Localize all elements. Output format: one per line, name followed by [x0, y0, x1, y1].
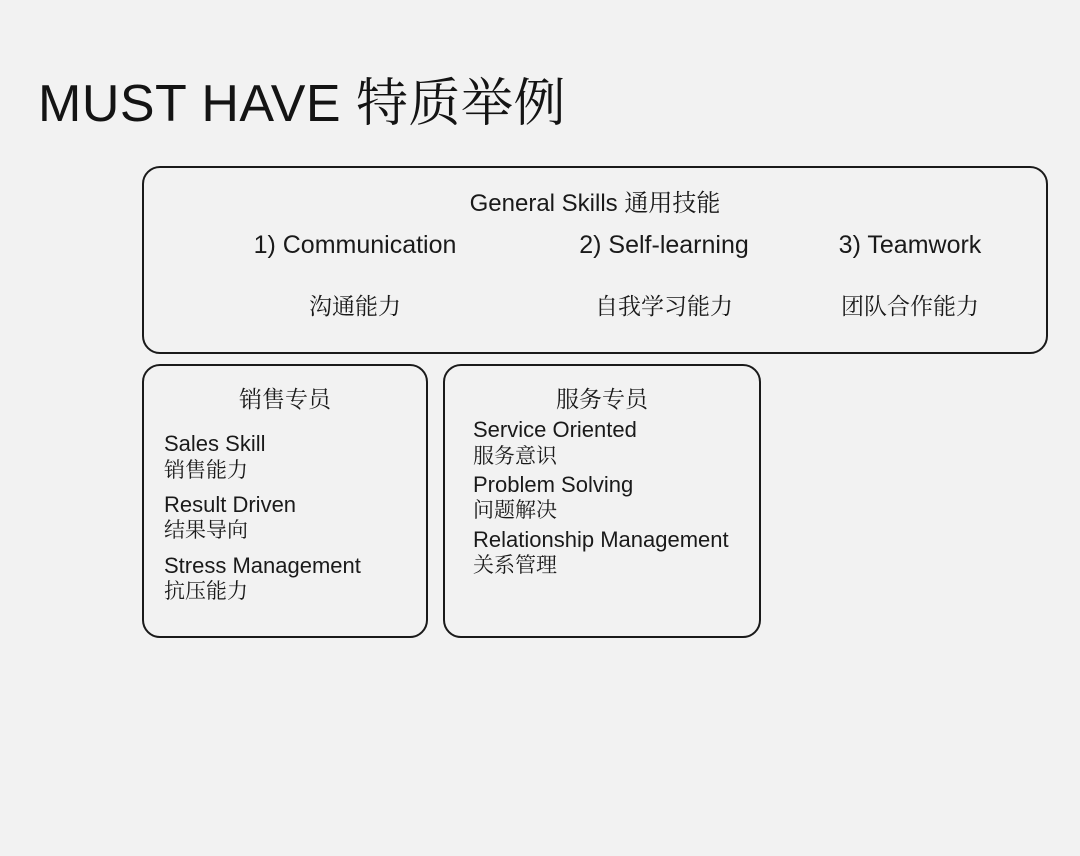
list-item [164, 491, 414, 545]
skill-label-en: Problem Solving [473, 471, 634, 497]
sales-skill-list [164, 430, 414, 612]
skill-label-en: Relationship Management [473, 526, 729, 552]
general-skill-item [514, 230, 814, 321]
general-skill-label-zh: 自我学习能力 [595, 293, 733, 320]
skill-label-zh: 抗压能力 [164, 580, 248, 603]
general-skill-item [770, 230, 1050, 321]
general-skill-label-zh: 团队合作能力 [841, 293, 979, 320]
list-item [473, 526, 747, 580]
skill-label-en: Service Oriented [473, 417, 637, 442]
service-role-box [443, 364, 761, 638]
general-skill-item [190, 230, 520, 321]
service-role-heading: 服务专员 [556, 386, 648, 412]
general-skill-label-en: 3) Teamwork [838, 231, 982, 259]
skill-label-zh: 问题解决 [473, 499, 557, 523]
general-skills-heading: General Skills 通用技能 [469, 190, 721, 217]
general-skill-label-en: 1) Communication [253, 231, 457, 259]
general-skill-label-zh: 沟通能力 [309, 293, 401, 320]
list-item [164, 552, 414, 606]
skill-label-zh: 服务意识 [473, 444, 557, 468]
skill-label-en: Result Driven [164, 491, 297, 517]
list-item [473, 416, 747, 470]
service-skill-list [473, 416, 747, 580]
page-title: MUST HAVE 特质举例 [38, 75, 567, 133]
sales-role-heading: 销售专员 [239, 386, 331, 412]
skill-label-zh: 关系管理 [473, 554, 557, 577]
general-skills-box [142, 166, 1048, 354]
general-skill-label-en: 2) Self-learning [579, 231, 749, 259]
list-item [473, 471, 747, 525]
skill-label-en: Sales Skill [164, 431, 266, 456]
skill-label-en: Stress Management [164, 552, 361, 578]
skill-label-zh: 结果导向 [164, 519, 248, 543]
skill-label-zh: 销售能力 [164, 458, 248, 482]
sales-role-box [142, 364, 428, 638]
general-skills-columns [144, 230, 1046, 340]
list-item [164, 430, 414, 484]
